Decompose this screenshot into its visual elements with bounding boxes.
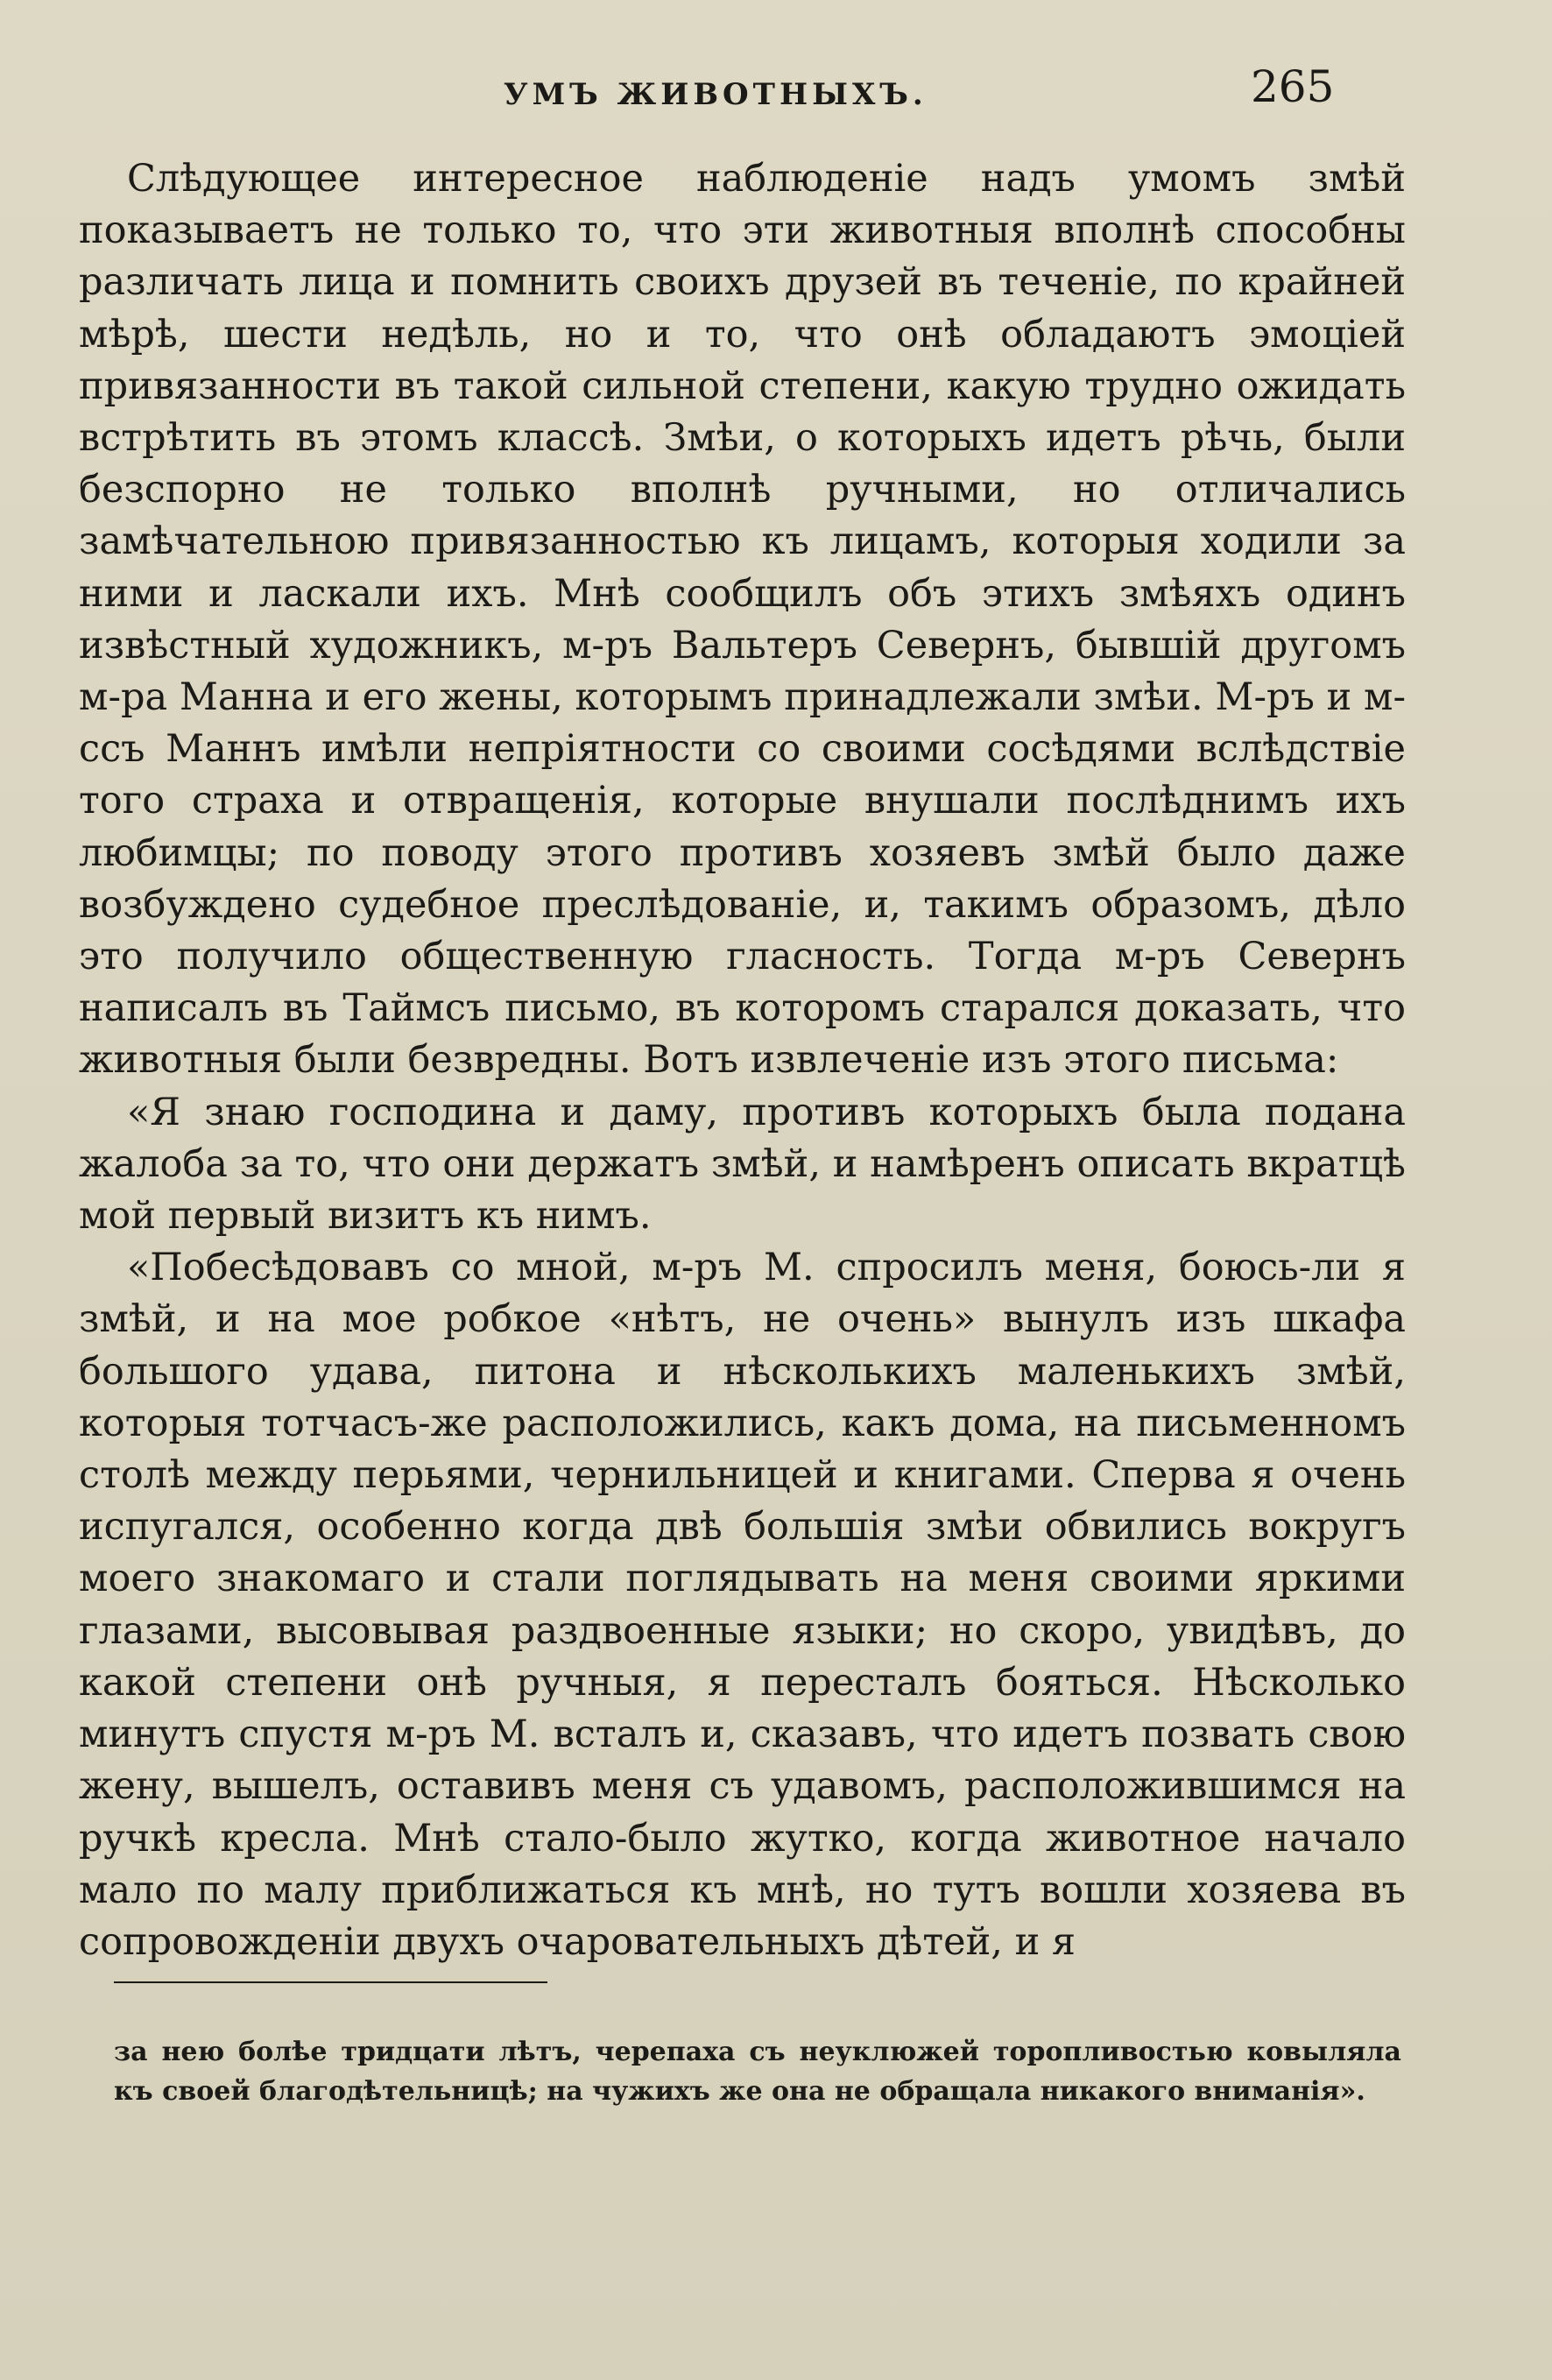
- page-header: [0, 61, 1552, 131]
- main-text: [79, 153, 1406, 1968]
- running-title: УМЪ ЖИВОТНЫХЪ.: [504, 77, 928, 112]
- paragraph: «Побесѣдовавъ со мной, м-ръ М. спросилъ меня, боюсь-ли я змѣй, и на мое робкое «нѣтъ, не очень» вынулъ изъ шкафа большого удава, питона и нѣсколькихъ маленькихъ змѣй, которыя тотчасъ-же расположились, какъ дома, на письменномъ столѣ между перьями, чернильницей и книгами. Сперва я очень испугался, особенно когда двѣ большія змѣи обвились вокругъ моего знакомаго и стали поглядывать на меня своими яркими глазами, высовывая раздвоенные языки; но скоро, увидѣвъ, до какой степени онѣ ручныя, я пересталъ бояться. Нѣсколько минутъ спустя м-ръ М. всталъ и, сказавъ, что идетъ позвать свою жену, вышелъ, оставивъ меня съ удавомъ, расположившимся на ручкѣ кресла. Мнѣ стало-было жутко, когда животное начало мало по малу приближаться къ мнѣ, но тутъ вошли хозяева въ сопровожденіи двухъ очаровательныхъ дѣтей, и я: [79, 1246, 1406, 1964]
- footnote-text: за нею болѣе тридцати лѣтъ, черепаха съ неуклюжей торопливостью ковыляла къ своей благодѣтельницѣ; на чужихъ же она не обращала никакого вниманія».: [114, 2037, 1401, 2107]
- page-number: 265: [1251, 61, 1335, 112]
- paragraph: «Я знаю господина и даму, противъ которыхъ была подана жалоба за то, что они держатъ змѣй, и намѣренъ описать вкратцѣ мой первый визитъ къ нимъ.: [79, 1090, 1406, 1239]
- footnote: [114, 2032, 1401, 2111]
- paragraph: Слѣдующее интересное наблюденіе надъ умомъ змѣй показываетъ не только то, что эти животныя вполнѣ способны различать лица и помнить своихъ друзей въ теченіе, по крайней мѣрѣ, шести недѣль, но и то, что онѣ обладаютъ эмоціей привязанности въ такой сильной степени, какую трудно ожидать встрѣтить въ этомъ классѣ. Змѣи, о которыхъ идетъ рѣчь, были безспорно не только вполнѣ ручными, но отличались замѣчательною привязанностью къ лицамъ, которыя ходили за ними и ласкали ихъ. Мнѣ сообщилъ объ этихъ змѣяхъ одинъ извѣстный художникъ, м-ръ Вальтеръ Севернъ, бывшій другомъ м-ра Манна и его жены, которымъ принадлежали змѣи. М-ръ и м-ссъ Маннъ имѣли непріятности со своими сосѣдями вслѣдствіе того страха и отвращенія, которые внушали послѣднимъ ихъ любимцы; по поводу этого противъ хозяевъ змѣй было даже возбуждено судебное преслѣдованіе, и, такимъ образомъ, дѣло это получило общественную гласность. Тогда м-ръ Севернъ написалъ въ Таймсъ письмо, въ которомъ старался доказать, что животныя были безвредны. Вотъ извлеченіе изъ этого письма:: [79, 157, 1406, 1083]
- footnote-divider: [114, 1981, 547, 1983]
